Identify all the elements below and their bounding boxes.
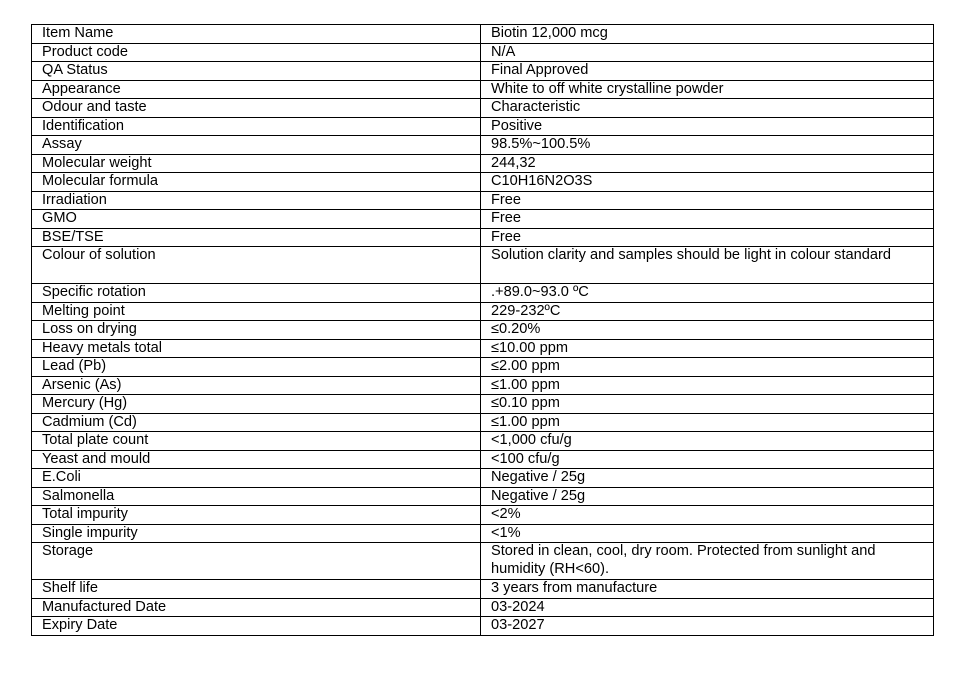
row-value: <2% [481,506,934,525]
row-label: Mercury (Hg) [32,395,481,414]
table-row [32,395,934,414]
table-row [32,173,934,192]
row-label: Storage [32,543,481,580]
row-value: ≤2.00 ppm [481,358,934,377]
row-value: ≤0.20% [481,321,934,340]
table-row [32,191,934,210]
spec-table-body [32,25,934,636]
row-value: ≤1.00 ppm [481,413,934,432]
row-label: GMO [32,210,481,229]
row-value: ≤1.00 ppm [481,376,934,395]
row-label: Heavy metals total [32,339,481,358]
table-row [32,543,934,580]
row-value: 98.5%~100.5% [481,136,934,155]
table-row [32,580,934,599]
row-value: .+89.0~93.0 ºC [481,284,934,303]
row-value: 229-232ºC [481,302,934,321]
table-row [32,617,934,636]
row-label: Appearance [32,80,481,99]
row-value: Solution clarity and samples should be light in colour standard [481,247,934,284]
product-spec-table [31,24,934,636]
row-value: Biotin 12,000 mcg [481,25,934,44]
table-row [32,99,934,118]
row-label: Expiry Date [32,617,481,636]
table-row [32,43,934,62]
row-value: N/A [481,43,934,62]
row-label: Colour of solution [32,247,481,284]
table-row [32,154,934,173]
row-value: Negative / 25g [481,487,934,506]
table-row [32,25,934,44]
row-value: 03-2027 [481,617,934,636]
row-label: Manufactured Date [32,598,481,617]
table-row [32,450,934,469]
table-row [32,524,934,543]
row-label: Yeast and mould [32,450,481,469]
table-row [32,302,934,321]
row-label: Arsenic (As) [32,376,481,395]
row-label: Shelf life [32,580,481,599]
row-value: Free [481,191,934,210]
table-row [32,62,934,81]
row-value: Free [481,228,934,247]
row-value: Characteristic [481,99,934,118]
table-row [32,284,934,303]
row-value: Stored in clean, cool, dry room. Protected from sunlight and humidity (RH<60). [481,543,934,580]
row-value: 244,32 [481,154,934,173]
table-row [32,413,934,432]
row-value: ≤10.00 ppm [481,339,934,358]
table-row [32,117,934,136]
table-row [32,376,934,395]
table-row [32,136,934,155]
table-row [32,487,934,506]
table-row [32,247,934,284]
table-row [32,210,934,229]
row-label: Specific rotation [32,284,481,303]
row-label: E.Coli [32,469,481,488]
row-label: Salmonella [32,487,481,506]
row-value: <1,000 cfu/g [481,432,934,451]
row-label: Assay [32,136,481,155]
row-label: Loss on drying [32,321,481,340]
row-label: Identification [32,117,481,136]
table-row [32,432,934,451]
row-label: Irradiation [32,191,481,210]
row-value: Negative / 25g [481,469,934,488]
row-label: Melting point [32,302,481,321]
table-row [32,598,934,617]
row-label: Cadmium (Cd) [32,413,481,432]
row-value: Positive [481,117,934,136]
row-label: Molecular formula [32,173,481,192]
row-label: BSE/TSE [32,228,481,247]
row-label: Molecular weight [32,154,481,173]
row-label: Product code [32,43,481,62]
row-label: Item Name [32,25,481,44]
row-label: Total impurity [32,506,481,525]
row-label: Lead (Pb) [32,358,481,377]
row-value: <1% [481,524,934,543]
row-value: C10H16N2O3S [481,173,934,192]
row-value: 3 years from manufacture [481,580,934,599]
row-value: White to off white crystalline powder [481,80,934,99]
row-label: Total plate count [32,432,481,451]
row-label: Single impurity [32,524,481,543]
table-row [32,321,934,340]
row-value: Free [481,210,934,229]
row-label: Odour and taste [32,99,481,118]
table-row [32,228,934,247]
row-value: ≤0.10 ppm [481,395,934,414]
table-row [32,339,934,358]
row-value: Final Approved [481,62,934,81]
table-row [32,80,934,99]
row-value: <100 cfu/g [481,450,934,469]
table-row [32,506,934,525]
table-row [32,358,934,377]
row-value: 03-2024 [481,598,934,617]
row-label: QA Status [32,62,481,81]
table-row [32,469,934,488]
